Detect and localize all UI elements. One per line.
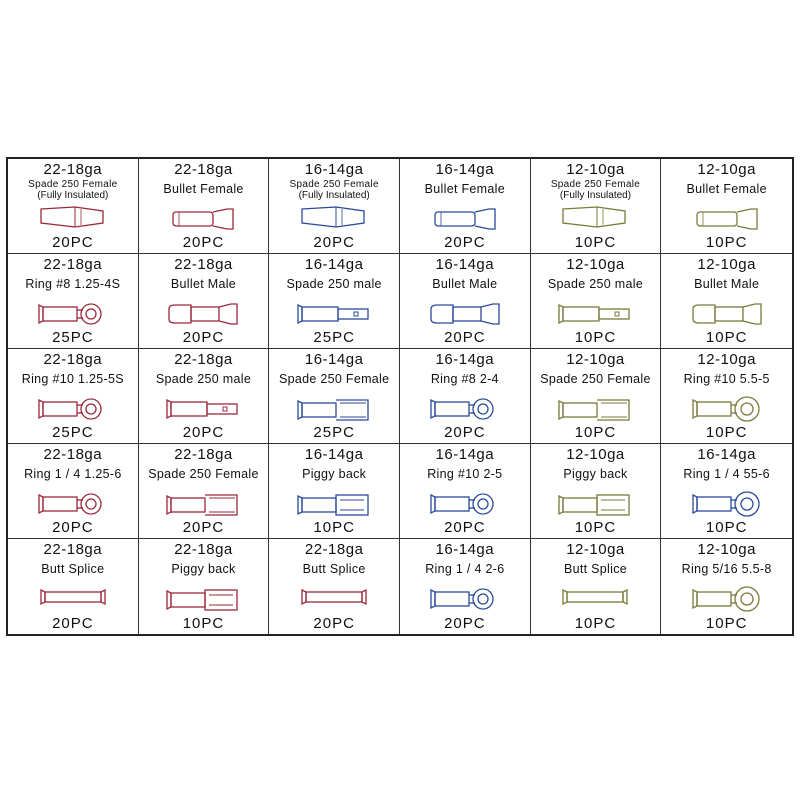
- quantity-label: 20PC: [313, 234, 355, 251]
- terminal-cell: [400, 254, 531, 349]
- terminal-cell: [661, 444, 792, 539]
- terminal-name: Spade 250 Female: [540, 372, 651, 386]
- ring-terminal-icon: [427, 396, 503, 427]
- terminal-cell: [661, 539, 792, 634]
- terminal-name: Spade 250 Female: [289, 179, 379, 190]
- gauge-label: 16-14ga: [304, 161, 364, 178]
- terminal-chart-grid: [6, 157, 794, 636]
- quantity-label: 20PC: [52, 615, 94, 632]
- gauge-label: 22-18ga: [174, 541, 233, 558]
- gauge-label: 16-14ga: [435, 256, 495, 273]
- terminal-cell: [400, 539, 531, 634]
- ring-terminal-icon: [35, 396, 111, 427]
- terminal-cell: [139, 254, 270, 349]
- quantity-label: 10PC: [182, 615, 225, 632]
- gauge-label: 22-18ga: [43, 541, 103, 558]
- terminal-cell: [661, 254, 792, 349]
- ring-terminal-icon: [427, 586, 503, 617]
- spade-male-icon: [163, 396, 243, 427]
- gauge-label: 12-10ga: [566, 541, 625, 558]
- terminal-cell: [661, 159, 792, 254]
- quantity-label: 10PC: [574, 615, 617, 632]
- bullet-female-icon: [429, 206, 501, 237]
- ring-terminal-icon: [689, 396, 765, 427]
- terminal-cell: [531, 539, 662, 634]
- ring-terminal-icon: [689, 586, 765, 617]
- quantity-label: 25PC: [313, 424, 355, 441]
- quantity-label: 20PC: [182, 424, 225, 441]
- terminal-name: Spade 250 Female: [28, 179, 118, 190]
- quantity-label: 20PC: [444, 615, 486, 632]
- quantity-label: 10PC: [574, 234, 617, 251]
- gauge-label: 22-18ga: [174, 446, 233, 463]
- spade-female-insulated-icon: [559, 203, 631, 234]
- ring-terminal-icon: [689, 491, 765, 522]
- bullet-male-icon: [427, 301, 503, 332]
- gauge-label: 12-10ga: [566, 161, 625, 178]
- spade-male-icon: [294, 301, 374, 332]
- gauge-label: 12-10ga: [566, 351, 625, 368]
- quantity-label: 20PC: [444, 234, 486, 251]
- terminal-name: Spade 250 male: [155, 372, 252, 386]
- bullet-male-icon: [165, 301, 241, 332]
- quantity-label: 10PC: [574, 329, 617, 346]
- terminal-name: Butt Splice: [563, 562, 628, 576]
- gauge-label: 22-18ga: [174, 161, 233, 178]
- terminal-name: Bullet Female: [686, 182, 767, 196]
- terminal-cell: [269, 159, 400, 254]
- gauge-label: 12-10ga: [697, 161, 756, 178]
- quantity-label: 10PC: [705, 329, 748, 346]
- terminal-name: Bullet Male: [432, 277, 498, 291]
- terminal-name: Ring #10 2-5: [427, 467, 503, 481]
- gauge-label: 16-14ga: [435, 351, 495, 368]
- quantity-label: 10PC: [313, 519, 355, 536]
- terminal-name: Piggy back: [563, 467, 628, 481]
- gauge-label: 16-14ga: [435, 161, 495, 178]
- quantity-label: 20PC: [444, 424, 486, 441]
- terminal-cell: [8, 159, 139, 254]
- butt-splice-icon: [559, 586, 631, 613]
- terminal-name: Bullet Male: [694, 277, 760, 291]
- quantity-label: 20PC: [182, 234, 225, 251]
- terminal-cell: [139, 349, 270, 444]
- quantity-label: 20PC: [444, 329, 486, 346]
- terminal-name: Ring #10 5.5-5: [683, 372, 770, 386]
- spade-female-insulated-icon: [37, 203, 109, 234]
- bullet-male-icon: [689, 301, 765, 332]
- quantity-label: 10PC: [705, 615, 748, 632]
- terminal-name: Piggy back: [171, 562, 236, 576]
- gauge-label: 16-14ga: [304, 351, 364, 368]
- terminal-name: Ring 5/16 5.5-8: [681, 562, 772, 576]
- terminal-cell: [661, 349, 792, 444]
- quantity-label: 20PC: [444, 519, 486, 536]
- gauge-label: 22-18ga: [43, 351, 103, 368]
- terminal-note: (Fully Insulated): [37, 190, 109, 201]
- terminal-name: Bullet Male: [170, 277, 237, 291]
- terminal-cell: [400, 444, 531, 539]
- terminal-name: Ring #8 2-4: [430, 372, 499, 386]
- terminal-cell: [139, 539, 270, 634]
- butt-splice-icon: [298, 586, 370, 613]
- gauge-label: 22-18ga: [43, 161, 103, 178]
- terminal-cell: [531, 159, 662, 254]
- terminal-name: Spade 250 Female: [148, 467, 259, 481]
- gauge-label: 12-10ga: [697, 351, 756, 368]
- terminal-cell: [531, 254, 662, 349]
- quantity-label: 20PC: [52, 519, 94, 536]
- ring-terminal-icon: [35, 301, 111, 332]
- terminal-cell: [269, 539, 400, 634]
- terminal-cell: [269, 349, 400, 444]
- terminal-note: (Fully Insulated): [298, 190, 370, 201]
- terminal-name: Ring 1 / 4 55-6: [683, 467, 770, 481]
- gauge-label: 22-18ga: [174, 256, 233, 273]
- terminal-name: Spade 250 Female: [550, 179, 641, 190]
- terminal-name: Spade 250 male: [547, 277, 644, 291]
- terminal-name: Ring 1 / 4 1.25-6: [24, 467, 122, 481]
- gauge-label: 16-14ga: [435, 541, 495, 558]
- terminal-name: Ring #8 1.25-4S: [25, 277, 121, 291]
- gauge-label: 12-10ga: [566, 446, 625, 463]
- quantity-label: 25PC: [52, 329, 94, 346]
- gauge-label: 16-14ga: [435, 446, 495, 463]
- gauge-label: 22-18ga: [304, 541, 364, 558]
- gauge-label: 12-10ga: [697, 541, 756, 558]
- spade-male-icon: [555, 301, 635, 332]
- terminal-name: Ring 1 / 4 2-6: [425, 562, 505, 576]
- quantity-label: 20PC: [52, 234, 94, 251]
- gauge-label: 12-10ga: [566, 256, 625, 273]
- terminal-cell: [400, 159, 531, 254]
- quantity-label: 10PC: [574, 424, 617, 441]
- terminal-cell: [531, 444, 662, 539]
- terminal-cell: [400, 349, 531, 444]
- terminal-cell: [531, 349, 662, 444]
- terminal-cell: [8, 539, 139, 634]
- terminal-name: Bullet Female: [424, 182, 505, 196]
- quantity-label: 10PC: [705, 234, 748, 251]
- quantity-label: 25PC: [52, 424, 94, 441]
- gauge-label: 12-10ga: [697, 256, 756, 273]
- bullet-female-icon: [691, 206, 763, 237]
- terminal-name: Spade 250 Female: [278, 372, 390, 386]
- terminal-name: Butt Splice: [302, 562, 366, 576]
- terminal-name: Spade 250 male: [286, 277, 382, 291]
- quantity-label: 10PC: [574, 519, 617, 536]
- terminal-cell: [8, 254, 139, 349]
- gauge-label: 22-18ga: [43, 256, 103, 273]
- quantity-label: 10PC: [705, 424, 748, 441]
- terminal-name: Piggy back: [302, 467, 367, 481]
- quantity-label: 20PC: [182, 329, 225, 346]
- terminal-note: (Fully Insulated): [559, 190, 632, 201]
- gauge-label: 22-18ga: [43, 446, 103, 463]
- quantity-label: 20PC: [182, 519, 225, 536]
- terminal-cell: [139, 444, 270, 539]
- terminal-cell: [269, 444, 400, 539]
- terminal-cell: [8, 444, 139, 539]
- terminal-name: Butt Splice: [41, 562, 105, 576]
- quantity-label: 20PC: [313, 615, 355, 632]
- terminal-cell: [139, 159, 270, 254]
- ring-terminal-icon: [427, 491, 503, 522]
- gauge-label: 22-18ga: [174, 351, 233, 368]
- gauge-label: 16-14ga: [697, 446, 756, 463]
- quantity-label: 10PC: [705, 519, 748, 536]
- terminal-name: Ring #10 1.25-5S: [21, 372, 124, 386]
- terminal-cell: [269, 254, 400, 349]
- quantity-label: 25PC: [313, 329, 355, 346]
- gauge-label: 16-14ga: [304, 446, 364, 463]
- ring-terminal-icon: [35, 491, 111, 522]
- bullet-female-icon: [167, 206, 239, 237]
- butt-splice-icon: [37, 586, 109, 613]
- spade-female-insulated-icon: [298, 203, 370, 234]
- terminal-name: Bullet Female: [163, 182, 244, 196]
- gauge-label: 16-14ga: [304, 256, 364, 273]
- terminal-cell: [8, 349, 139, 444]
